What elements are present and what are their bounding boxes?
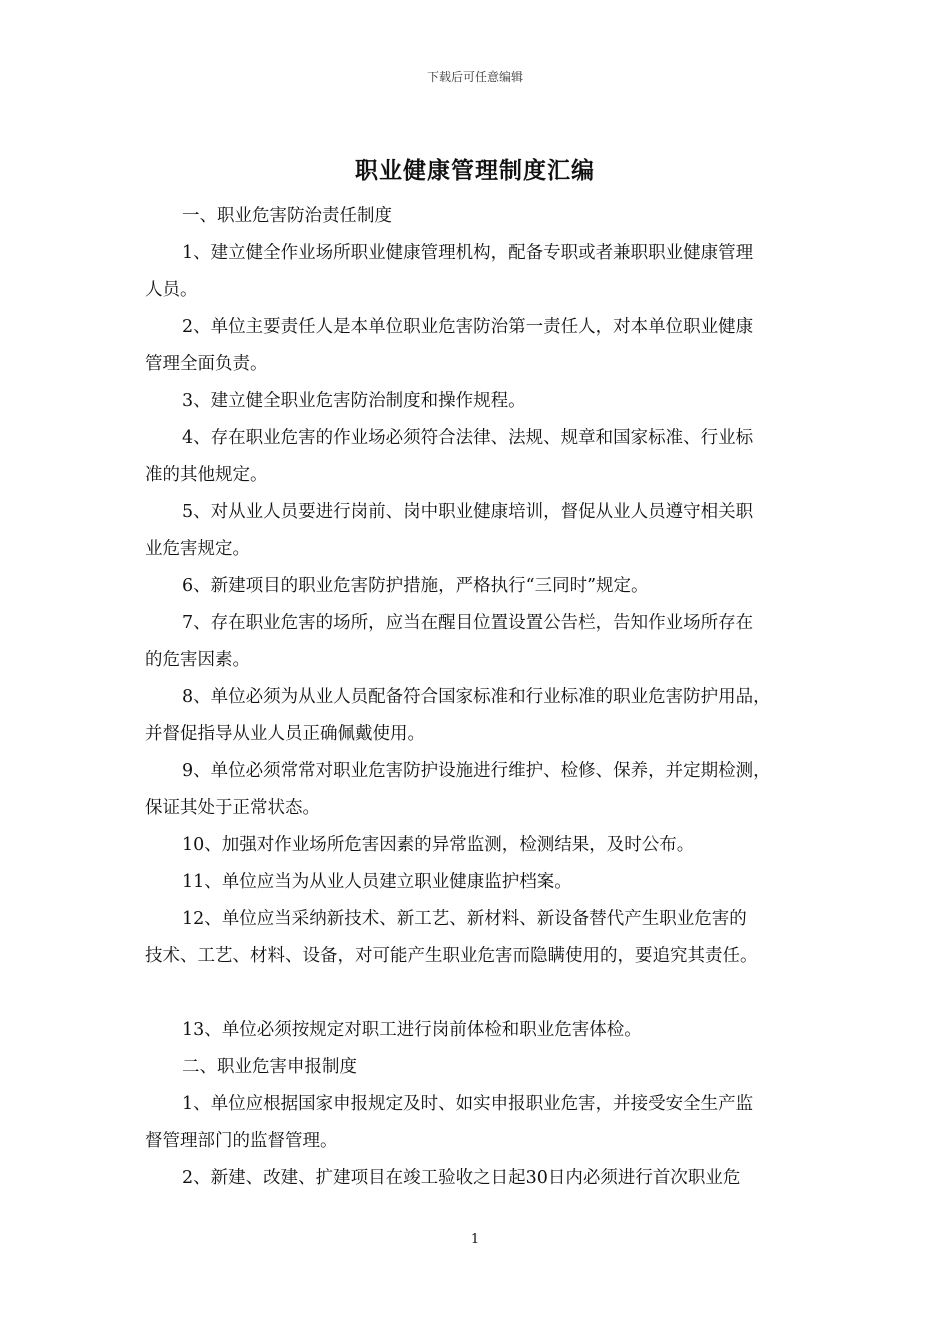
paragraph-line: 3、建立健全职业危害防治制度和操作规程。	[182, 391, 526, 411]
paragraph-line: 12、单位应当采纳新技术、新工艺、新材料、新设备替代产生职业危害的	[182, 909, 747, 929]
paragraph-line: 4、存在职业危害的作业场必须符合法律、法规、规章和国家标准、行业标	[182, 428, 754, 448]
paragraph-line: 5、对从业人员要进行岗前、岗中职业健康培训，督促从业人员遵守相关职	[182, 502, 754, 522]
paragraph-line: 督管理部门的监督管理。	[145, 1131, 338, 1151]
blank-line	[145, 975, 813, 1012]
document-body	[145, 198, 813, 1197]
paragraph-line: 8、单位必须为从业人员配备符合国家标准和行业标准的职业危害防护用品，	[182, 687, 771, 707]
paragraph-line: 2、单位主要责任人是本单位职业危害防治第一责任人，对本单位职业健康	[182, 317, 754, 337]
paragraph-line: 管理全面负责。	[145, 354, 268, 374]
paragraph-line: 技术、工艺、材料、设备，对可能产生职业危害而隐瞒使用的，要追究其责任。	[145, 946, 758, 966]
paragraph-line: 的危害因素。	[145, 650, 250, 670]
section-heading: 二、职业危害申报制度	[182, 1057, 357, 1077]
section-heading: 一、职业危害防治责任制度	[182, 206, 392, 226]
paragraph-line: 6、新建项目的职业危害防护措施，严格执行“三同时”规定。	[182, 576, 649, 596]
paragraph-line: 9、单位必须常常对职业危害防护设施进行维护、检修、保养，并定期检测，	[182, 761, 771, 781]
paragraph-line: 7、存在职业危害的场所，应当在醒目位置设置公告栏，告知作业场所存在	[182, 613, 754, 633]
paragraph-line: 业危害规定。	[145, 539, 250, 559]
document-title: 职业健康管理制度汇编	[355, 157, 595, 184]
paragraph-line: 人员。	[145, 280, 198, 300]
paragraph-line: 准的其他规定。	[145, 465, 268, 485]
page-number: 1	[470, 1232, 480, 1247]
paragraph-line: 10、加强对作业场所危害因素的异常监测，检测结果，及时公布。	[182, 835, 695, 855]
paragraph-line: 并督促指导从业人员正确佩戴使用。	[145, 724, 425, 744]
paragraph-line: 2、新建、改建、扩建项目在竣工验收之日起30日内必须进行首次职业危	[182, 1168, 741, 1188]
paragraph-line: 1、单位应根据国家申报规定及时、如实申报职业危害，并接受安全生产监	[182, 1094, 754, 1114]
page-header: 下载后可任意编辑	[426, 70, 523, 84]
paragraph-line: 保证其处于正常状态。	[145, 798, 320, 818]
paragraph-line: 1、建立健全作业场所职业健康管理机构，配备专职或者兼职职业健康管理	[182, 243, 754, 263]
paragraph-line: 13、单位必须按规定对职工进行岗前体检和职业危害体检。	[182, 1020, 642, 1040]
paragraph-line: 11、单位应当为从业人员建立职业健康监护档案。	[182, 872, 572, 892]
